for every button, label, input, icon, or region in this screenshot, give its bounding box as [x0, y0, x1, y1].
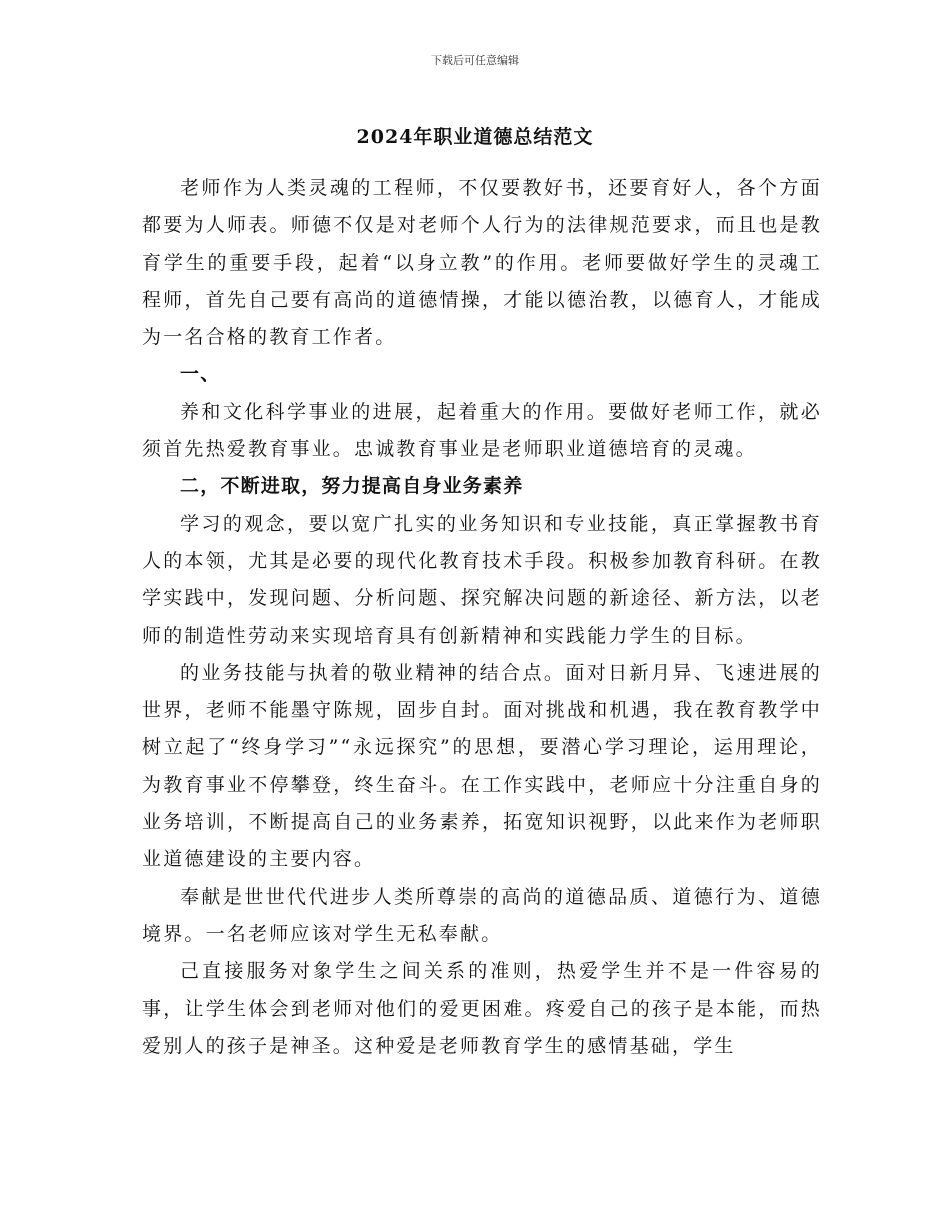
body-paragraph: 养和文化科学事业的进展，起着重大的作用。要做好老师工作，就必须首先热爱教育事业。忠诚教育事业是老师职业道德培育的灵魂。 [142, 400, 822, 461]
body-paragraph: 己直接服务对象学生之间关系的准则，热爱学生并不是一件容易的事，让学生体会到老师对他们的爱更困难。疼爱自己的孩子是本能，而热爱别人的孩子是神圣。这种爱是老师教育学生的感情基础，学生 [142, 960, 822, 1057]
body-paragraph: 学习的观念，要以宽广扎实的业务知识和专业技能，真正掌握教书育人的本领，尤其是必要的现代化教育技术手段。积极参加教育科研。在教学实践中，发现问题、分析问题、探究解决问题的新途径、新方法，以老师的制造性劳动来实现培育具有创新精神和实践能力学生的目标。 [142, 512, 822, 647]
body-paragraph: 老师作为人类灵魂的工程师，不仅要教好书，还要育好人，各个方面都要为人师表。师德不仅是对老师个人行为的法律规范要求，而且也是教育学生的重要手段，起着“以身立教”的作用。老师要做好学生的灵魂工程师，首先自己要有高尚的道德情操，才能以德治教，以德育人，才能成为一名合格的教育工作者。 [142, 177, 822, 349]
body-paragraph: 奉献是世世代代进步人类所尊崇的高尚的道德品质、道德行为、道德境界。一名老师应该对学生无私奉献。 [142, 885, 822, 945]
document-body [142, 170, 822, 1065]
document-title: 2024年职业道德总结范文 [356, 126, 594, 148]
section-heading: 二，不断进取，努力提高自身业务素养 [180, 475, 524, 498]
body-paragraph: 的业务技能与执着的敬业精神的结合点。面对日新月异、飞速进展的世界，老师不能墨守陈规，固步自封。面对挑战和机遇，我在教育教学中树立起了“终身学习”“永远探究”的思想，要潜心学习理论，运用理论，为教育事业不停攀登，终生奋斗。在工作实践中，老师应十分注重自身的业务培训，不断提高自己的业务素养，拓宽知识视野，以此来作为老师职业道德建设的主要内容。 [142, 661, 822, 871]
section-heading: 一、 [180, 363, 221, 386]
page-header-note: 下载后可任意编辑 [431, 54, 519, 67]
